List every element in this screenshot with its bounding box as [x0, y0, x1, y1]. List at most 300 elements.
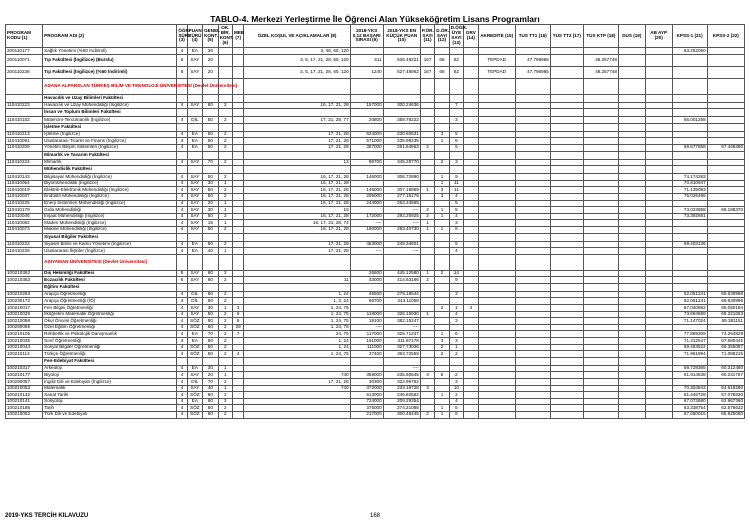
table-cell: 4 — [177, 159, 187, 166]
program-row — [6, 277, 745, 284]
table-cell: 4 — [177, 344, 187, 351]
table-cell — [645, 102, 672, 109]
table-cell — [618, 241, 645, 248]
table-cell: SÖZ — [187, 324, 202, 331]
table-cell — [515, 213, 550, 220]
table-cell: 60 — [203, 338, 218, 345]
table-cell: 57.078830 — [707, 392, 744, 399]
table-cell — [515, 398, 550, 405]
table-cell: 4 — [177, 117, 187, 124]
table-cell — [244, 357, 350, 365]
table-cell — [233, 159, 244, 166]
program-row — [6, 338, 745, 345]
table-cell — [618, 233, 645, 241]
program-code: 100210017 — [6, 305, 43, 312]
table-cell — [435, 248, 449, 255]
table-cell: 36 — [203, 48, 218, 55]
table-cell — [645, 131, 672, 138]
table-cell: 4 — [449, 398, 463, 405]
table-cell — [350, 305, 383, 312]
table-cell — [350, 233, 383, 241]
program-name: Sosyal Bilgiler Öğretmenliği — [43, 344, 177, 351]
table-cell — [550, 283, 583, 291]
table-cell: DİL — [187, 298, 202, 305]
table-cell — [583, 48, 618, 55]
table-cell — [550, 324, 583, 331]
program-name: Diş Hekimliği Fakültesi — [43, 270, 177, 277]
table-cell: 2 — [218, 174, 232, 181]
table-cell — [515, 344, 550, 351]
table-cell — [464, 338, 478, 345]
table-cell: 16, 17, 21, 28 — [244, 174, 350, 181]
program-code: 100210044 — [6, 344, 43, 351]
table-cell — [550, 344, 583, 351]
program-row — [6, 351, 745, 358]
table-cell — [478, 398, 515, 405]
table-cell — [464, 66, 478, 78]
table-cell — [478, 166, 515, 174]
table-cell — [478, 405, 515, 412]
table-cell — [383, 254, 420, 270]
faculty-name: İşletme Fakültesi — [43, 123, 177, 131]
table-cell: 624000 — [350, 131, 383, 138]
table-cell: 2 — [420, 144, 434, 151]
table-cell — [420, 324, 434, 331]
table-cell — [618, 291, 645, 298]
program-code: 110410213 — [6, 131, 43, 138]
table-cell — [233, 379, 244, 386]
table-cell: SAY — [187, 187, 202, 194]
table-cell: 4 — [177, 220, 187, 227]
table-cell — [464, 385, 478, 392]
table-cell: 2 — [218, 117, 232, 124]
column-header: PROGRAM KODU (1) — [6, 25, 43, 48]
table-cell — [478, 220, 515, 227]
program-code: 110410046 — [6, 213, 43, 220]
table-cell — [435, 277, 449, 284]
table-cell: 67.448380 — [707, 144, 744, 151]
program-name: Uluslararası İlişkiler (İngilizce) — [43, 248, 177, 255]
table-cell — [645, 305, 672, 312]
table-cell — [645, 254, 672, 270]
table-cell — [550, 351, 583, 358]
table-cell — [435, 357, 449, 365]
table-cell — [645, 174, 672, 181]
column-header: ÖĞR. SÜRE (3) — [177, 25, 187, 48]
table-cell: SÖZ — [187, 351, 202, 358]
table-cell — [218, 357, 232, 365]
table-cell — [550, 331, 583, 338]
table-cell: 2 — [420, 213, 434, 220]
table-cell: 1, 24 — [244, 291, 350, 298]
table-cell — [233, 117, 244, 124]
column-header: D.ÖĞR. ÜYE SAYI (13) — [449, 25, 463, 48]
table-cell: ---- — [383, 220, 420, 227]
table-cell — [420, 344, 434, 351]
table-cell — [618, 392, 645, 399]
table-cell: 2 — [218, 324, 232, 331]
table-cell: 62.051241 — [672, 298, 707, 305]
table-cell — [478, 324, 515, 331]
table-cell — [420, 174, 434, 181]
column-header: DUS (19) — [618, 25, 645, 48]
table-cell — [618, 331, 645, 338]
table-cell: 263.24565 — [383, 200, 420, 207]
table-cell — [464, 298, 478, 305]
program-name: Elektrik-Elektronik Mühendisliği (İngilizce) — [43, 187, 177, 194]
program-name: Siyaset Bilimi ve Kamu Yönetimi (İngilizce) — [43, 241, 177, 248]
table-cell: 1, 24 — [244, 344, 350, 351]
table-cell: 68.321663 — [707, 311, 744, 318]
table-cell — [645, 187, 672, 194]
table-cell — [645, 220, 672, 227]
table-cell: 5 — [449, 131, 463, 138]
table-cell — [420, 48, 434, 55]
table-cell: SAY — [187, 207, 202, 214]
table-cell — [645, 365, 672, 372]
table-cell — [233, 357, 244, 365]
table-cell — [550, 159, 583, 166]
table-cell: 4 — [177, 372, 187, 379]
table-cell: 63.338754 — [672, 405, 707, 412]
table-cell: 37400 — [350, 351, 383, 358]
table-cell: 60 — [203, 277, 218, 284]
table-cell: 4 — [177, 398, 187, 405]
table-cell — [550, 291, 583, 298]
table-cell — [464, 187, 478, 194]
table-cell — [707, 48, 744, 55]
table-cell — [618, 220, 645, 227]
table-cell — [707, 254, 744, 270]
programs-table — [5, 24, 745, 419]
table-cell: 7 — [233, 331, 244, 338]
table-cell — [707, 78, 744, 94]
table-cell: SAY — [187, 174, 202, 181]
table-cell: 50 — [203, 131, 218, 138]
table-cell — [449, 94, 463, 102]
table-cell — [550, 365, 583, 372]
table-cell — [478, 78, 515, 94]
table-cell: 172000 — [350, 213, 383, 220]
table-cell: 4 — [177, 200, 187, 207]
table-cell: EA — [187, 48, 202, 55]
table-cell — [515, 200, 550, 207]
program-name: Sosyoloji — [43, 398, 177, 405]
table-cell: 2 — [218, 291, 232, 298]
table-cell: SÖZ — [187, 392, 202, 399]
table-cell: ---- — [383, 207, 420, 214]
table-cell — [515, 78, 550, 94]
table-cell — [464, 151, 478, 159]
table-cell: 60.312480 — [707, 365, 744, 372]
table-cell: 73.023858 — [672, 207, 707, 214]
table-cell: 230.60531 — [383, 131, 420, 138]
table-cell: SAY — [187, 66, 202, 78]
table-cell — [707, 220, 744, 227]
table-cell — [707, 151, 744, 159]
table-cell — [244, 78, 350, 94]
table-cell — [645, 291, 672, 298]
table-cell: 4 — [177, 48, 187, 55]
table-cell: 20800 — [350, 117, 383, 124]
table-cell: SAY — [187, 180, 202, 187]
table-cell — [515, 174, 550, 181]
table-cell: 60 — [203, 102, 218, 109]
column-header: GRV (14) — [464, 25, 478, 48]
table-cell: 5 — [177, 270, 187, 277]
table-cell — [464, 131, 478, 138]
table-cell — [233, 187, 244, 194]
table-cell — [618, 226, 645, 233]
table-cell: 62 — [449, 54, 463, 66]
table-cell — [672, 220, 707, 227]
table-cell — [203, 357, 218, 365]
table-cell — [449, 151, 463, 159]
table-cell: EA — [187, 331, 202, 338]
table-cell: 4 — [177, 180, 187, 187]
table-cell: 65.925080 — [707, 411, 744, 418]
table-cell — [515, 94, 550, 102]
table-cell — [478, 117, 515, 124]
table-cell — [203, 123, 218, 131]
table-cell: 3, 5, 17, 21, 28, 60, 120 — [244, 66, 350, 78]
table-cell — [672, 102, 707, 109]
table-cell — [233, 213, 244, 220]
table-cell: 69.381151 — [707, 318, 744, 325]
table-cell: 217000 — [350, 411, 383, 418]
column-header: MEB (7) — [233, 25, 244, 48]
table-cell — [420, 392, 434, 399]
table-cell — [478, 138, 515, 145]
faculty-name: Havacılık ve Uzay Bilimleri Fakültesi — [43, 94, 177, 102]
table-cell — [435, 78, 449, 94]
table-cell — [515, 305, 550, 312]
table-cell: 2 — [218, 277, 232, 284]
table-cell — [420, 78, 434, 94]
program-code: 100210353 — [6, 277, 43, 284]
table-cell — [420, 338, 434, 345]
table-cell: 4 — [177, 102, 187, 109]
table-cell: 190000 — [350, 226, 383, 233]
table-cell: 4 — [177, 193, 187, 200]
table-cell: 66.001258 — [672, 117, 707, 124]
program-row — [6, 405, 745, 412]
table-cell — [218, 48, 232, 55]
program-name: Arkeoloji — [43, 365, 177, 372]
table-cell — [420, 254, 434, 270]
table-cell: SAY — [187, 220, 202, 227]
table-cell — [515, 357, 550, 365]
table-cell: 69.403136 — [672, 241, 707, 248]
table-cell — [672, 138, 707, 145]
table-cell — [550, 277, 583, 284]
table-cell — [583, 207, 618, 214]
program-code: 100210186 — [6, 405, 43, 412]
program-name: İşletme (İngilizce) — [43, 131, 177, 138]
table-cell: 2 — [420, 411, 434, 418]
table-cell: 2 — [218, 102, 232, 109]
table-cell: 3 — [449, 117, 463, 124]
table-cell — [583, 270, 618, 277]
table-cell: 4 — [177, 324, 187, 331]
table-cell — [618, 123, 645, 131]
table-cell — [707, 324, 744, 331]
program-code: 110410091 — [6, 138, 43, 145]
table-cell — [350, 365, 383, 372]
table-cell — [515, 379, 550, 386]
table-cell — [550, 254, 583, 270]
table-cell — [515, 291, 550, 298]
table-cell — [707, 66, 744, 78]
table-cell — [218, 254, 232, 270]
table-cell — [6, 283, 43, 291]
table-cell — [218, 109, 232, 117]
program-row — [6, 385, 745, 392]
table-cell: 2 — [218, 187, 232, 194]
table-cell — [350, 283, 383, 291]
table-cell — [583, 233, 618, 241]
table-cell — [464, 144, 478, 151]
table-cell — [244, 270, 350, 277]
table-cell — [618, 174, 645, 181]
table-cell: 62.576632 — [707, 405, 744, 412]
table-cell — [233, 270, 244, 277]
table-cell: 71.961994 — [672, 351, 707, 358]
table-cell — [478, 365, 515, 372]
table-cell: 69.355087 — [707, 344, 744, 351]
table-cell: 2 — [218, 398, 232, 405]
table-cell — [233, 398, 244, 405]
table-cell: 3 — [420, 372, 434, 379]
table-cell — [233, 144, 244, 151]
program-row — [6, 117, 745, 124]
table-cell — [645, 193, 672, 200]
table-cell — [233, 254, 244, 270]
program-name: İlköğretim Matematik Öğretmenliği — [43, 311, 177, 318]
table-cell: DİL — [187, 379, 202, 386]
table-cell — [420, 318, 434, 325]
table-cell — [707, 283, 744, 291]
table-cell — [645, 248, 672, 255]
table-cell — [515, 123, 550, 131]
table-cell: 75.026486 — [672, 193, 707, 200]
table-cell — [6, 254, 43, 270]
table-cell — [583, 254, 618, 270]
faculty-name: Mühendislik Fakültesi — [43, 166, 177, 174]
table-header-row — [6, 25, 745, 48]
table-cell — [383, 109, 420, 117]
table-cell — [645, 405, 672, 412]
table-cell — [233, 338, 244, 345]
table-cell — [478, 233, 515, 241]
table-cell: SAY — [187, 226, 202, 233]
table-cell — [420, 151, 434, 159]
table-cell: 2 — [218, 193, 232, 200]
program-code: 100210141 — [6, 398, 43, 405]
table-cell — [583, 331, 618, 338]
table-cell: 372000 — [350, 385, 383, 392]
table-cell: 4 — [449, 213, 463, 220]
table-cell: 613000 — [350, 392, 383, 399]
table-cell — [233, 207, 244, 214]
table-cell: 5 — [435, 372, 449, 379]
table-cell: 48.257748 — [583, 66, 618, 78]
table-cell — [645, 351, 672, 358]
table-cell — [244, 123, 350, 131]
table-cell — [233, 220, 244, 227]
program-row — [6, 131, 745, 138]
table-cell — [203, 283, 218, 291]
page-number: 168 — [369, 513, 380, 519]
table-cell: 249.34801 — [383, 241, 420, 248]
table-cell: 1 — [435, 226, 449, 233]
table-cell — [435, 94, 449, 102]
table-cell — [478, 338, 515, 345]
table-cell — [618, 131, 645, 138]
table-cell: 60 — [203, 324, 218, 331]
table-cell — [550, 94, 583, 102]
table-cell — [645, 379, 672, 386]
table-cell: 40 — [203, 385, 218, 392]
table-cell: 2 — [218, 298, 232, 305]
table-cell — [707, 131, 744, 138]
footer-guide-title: 2019-YKS TERCİH KILAVUZU — [5, 513, 89, 519]
table-cell: 1 — [218, 220, 232, 227]
table-cell: 4 — [177, 226, 187, 233]
table-cell: 6 — [177, 66, 187, 78]
table-cell — [383, 123, 420, 131]
table-cell: 326.15930 — [383, 311, 420, 318]
table-cell — [233, 392, 244, 399]
table-cell — [464, 357, 478, 365]
table-cell — [449, 324, 463, 331]
table-cell — [645, 385, 672, 392]
table-cell: SAY — [187, 311, 202, 318]
table-cell: 30 — [203, 207, 218, 214]
table-cell — [464, 102, 478, 109]
table-cell — [464, 379, 478, 386]
table-cell — [177, 109, 187, 117]
table-cell — [618, 54, 645, 66]
table-cell — [550, 117, 583, 124]
table-cell: 70 — [203, 331, 218, 338]
table-cell — [383, 180, 420, 187]
table-cell — [583, 372, 618, 379]
table-cell: 2 — [449, 392, 463, 399]
table-cell: 3 — [449, 379, 463, 386]
table-cell: ---- — [383, 365, 420, 372]
table-cell: 60.231767 — [707, 372, 744, 379]
table-cell — [550, 338, 583, 345]
table-cell — [203, 109, 218, 117]
table-cell — [550, 411, 583, 418]
table-cell: 6 — [449, 138, 463, 145]
table-cell — [244, 254, 350, 270]
table-cell — [449, 78, 463, 94]
table-cell: SAY — [187, 270, 202, 277]
table-cell — [672, 54, 707, 66]
table-cell — [435, 298, 449, 305]
column-header: P.ÖR. SAYI (11) — [420, 25, 434, 48]
table-cell — [233, 248, 244, 255]
table-cell — [478, 254, 515, 270]
table-cell — [645, 392, 672, 399]
table-cell: DİL — [187, 291, 202, 298]
table-cell: 3, 5, 17, 21, 28, 60, 120 — [244, 54, 350, 66]
table-cell: 244000 — [350, 200, 383, 207]
table-cell — [583, 324, 618, 331]
table-cell: 292.20925 — [383, 213, 420, 220]
